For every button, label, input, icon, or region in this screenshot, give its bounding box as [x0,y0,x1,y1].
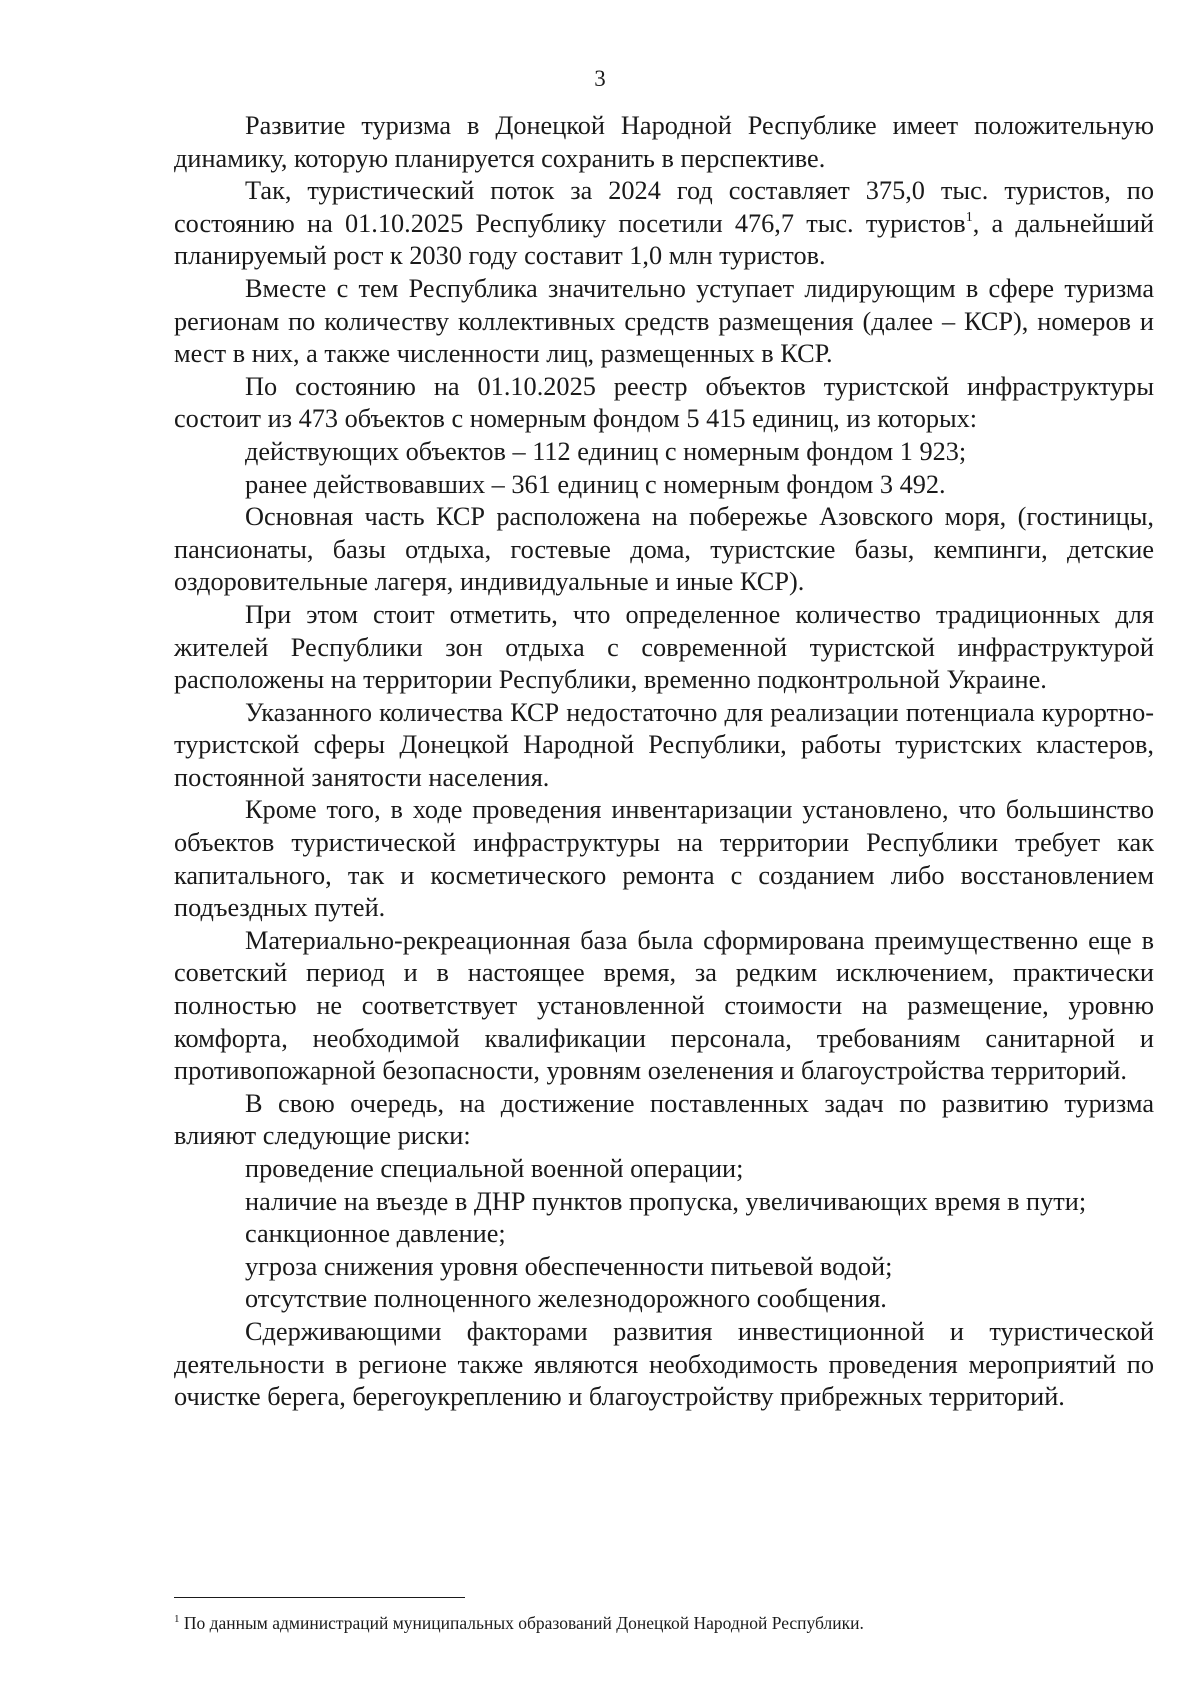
list-item-risk-railway: отсутствие полноценного железнодорожного сообщения. [245,1284,887,1314]
footnote-reference: 1 [965,209,973,225]
paragraph-registry: По состоянию на 01.10.2025 реестр объектов туристской инфраструктуры состоит из 473 объектов с номерным фондом 5 415 единиц, из которых: [174,371,1154,434]
list-item-risk-military-operation: проведение специальной военной операции; [245,1154,744,1183]
list-item-active-objects: действующих объектов – 112 единиц с номерным фондом 1 923; [245,436,967,466]
tourist-flow-text-continued: , а дальнейший планируемый рост к 2030 году составит 1,0 млн туристов. [174,208,1154,271]
paragraph-inventory: Кроме того, в ходе проведения инвентаризации установлено, что большинство объектов туристической инфраструктуры на территории Республики требует как капитального, так и косметического ремонта с созданием либо восстановлением подъездных путей. [174,795,1154,923]
list-item-risk-sanctions: санкционное давление; [245,1219,506,1249]
list-item-former-objects: ранее действовавших – 361 единиц с номерным фондом 3 492. [245,469,946,499]
footnote-text: По данным администраций муниципальных образований Донецкой Народной Республики. [183,1613,864,1633]
page-number: 3 [594,66,606,91]
paragraph-insufficient-ksr: Указанного количества КСР недостаточно для реализации потенциала курортно-туристской сферы Донецкой Народной Республики, работы туристских кластеров, постоянной занятости населения. [174,697,1154,792]
footnote-marker: 1 [174,1613,180,1625]
paragraph-ksr-comparison: Вместе с тем Республика значительно уступает лидирующим в сфере туризма регионам по количеству коллективных средств размещения (далее – КСР), номеров и мест в них, а также численности лиц, размещенных в КСР. [174,273,1154,369]
list-item-risk-water-supply: угроза снижения уровня обеспеченности питьевой водой; [245,1251,893,1281]
paragraph-tourism-development: Развитие туризма в Донецкой Народной Республике имеет положительную динамику, которую планируется сохранить в перспективе. [174,111,1154,173]
paragraph-recreation-zones: При этом стоит отметить, что определенное количество традиционных для жителей Республики зон отдыха с современной туристской инфраструктурой расположены на территории Республики, временно подконтрольной Украине. [174,599,1154,695]
tourist-flow-text: Так, туристический поток за 2024 год составляет 375,0 тыс. туристов, по состоянию на 01.10.2025 Республику посетили 476,7 тыс. туристов [174,176,1154,238]
paragraph-material-base: Материально-рекреационная база была сформирована преимущественно еще в советский период и в настоящее время, за редким исключением, практически полностью не соответствует установленной стоимости на размещение, уровню комфорта, необходимой квалификации персонала, требованиям санитарной и противопожарной безопасности, уровням озеленения и благоустройства территорий. [174,925,1154,1086]
paragraph-tourist-flow [174,175,1154,273]
document-body [174,110,1154,1414]
footnote [174,1612,1154,1634]
footnote-separator [174,1597,465,1598]
paragraph-restraining-factors: Сдерживающими факторами развития инвестиционной и туристической деятельности в регионе также являются необходимость проведения мероприятий по очистке берега, берегоукреплению и благоустройству прибрежных территорий. [174,1316,1154,1412]
list-item-risk-checkpoints: наличие на въезде в ДНР пунктов пропуска, увеличивающих время в пути; [245,1186,1087,1216]
paragraph-azov-coast: Основная часть КСР расположена на побережье Азовского моря, (гостиницы, пансионаты, базы отдыха, гостевые дома, туристские базы, кемпинги, детские оздоровительные лагеря, индивидуальные и иные КСР). [174,502,1154,597]
paragraph-risks-intro: В свою очередь, на достижение поставленных задач по развитию туризма влияют следующие риски: [174,1088,1154,1151]
